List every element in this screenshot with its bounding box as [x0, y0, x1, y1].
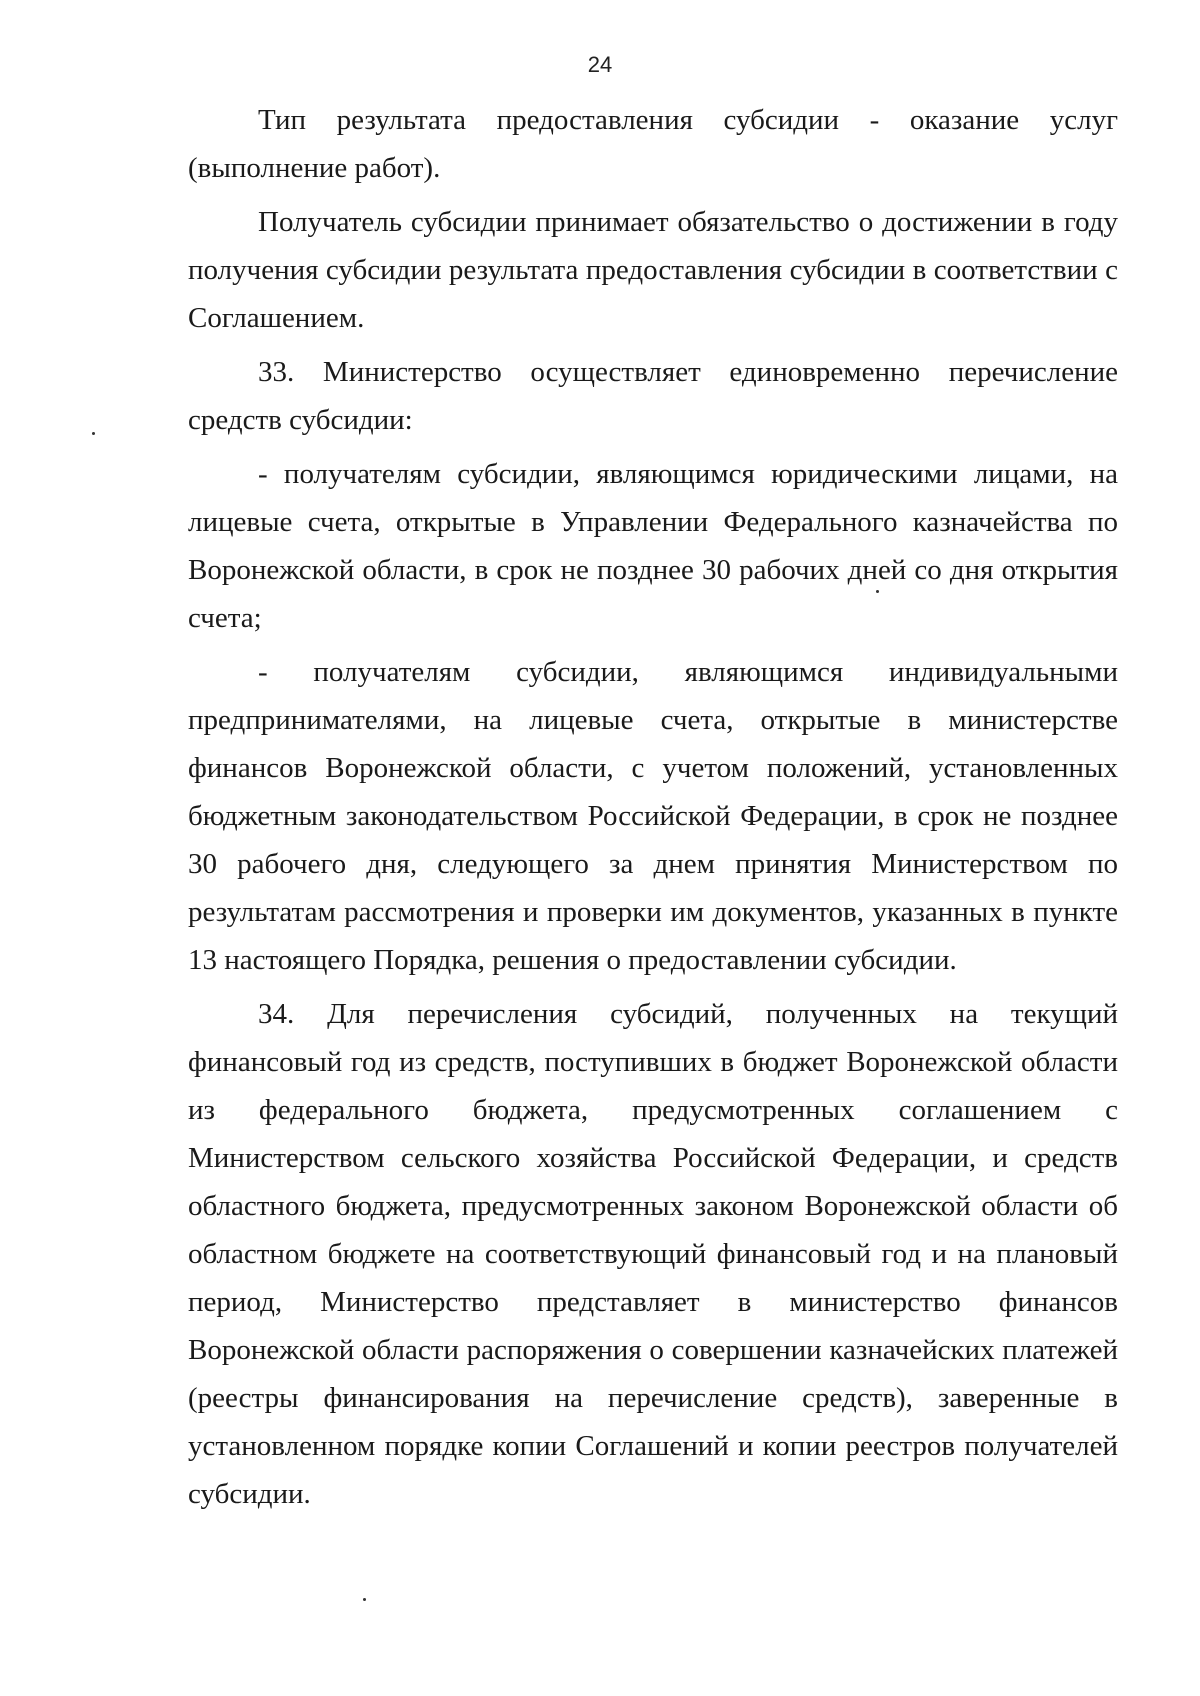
scan-speck	[92, 432, 95, 435]
paragraph-result-type: Тип результата предоставления субсидии - оказание услуг (выполнение работ).	[188, 104, 1118, 184]
scan-speck	[876, 590, 879, 593]
paragraph-legal-entities: - получателям субсидии, являющимся юридическими лицами, на лицевые счета, открытые в Управлении Федерального казначейства по Воронежской области, в срок не позднее 30 рабочих дней со дня открытия счета;	[188, 458, 1118, 634]
paragraph-recipient-obligation: Получатель субсидии принимает обязательство о достижении в году получения субсидии результата предоставления субсидии в соответствии с Соглашением.	[188, 206, 1118, 334]
document-body	[188, 96, 1118, 1524]
paragraph-34: 34. Для перечисления субсидий, полученных на текущий финансовый год из средств, поступивших в бюджет Воронежской области из федерального бюджета, предусмотренных соглашением с Министерством сельского хозяйства Российской Федерации, и средств областного бюджета, предусмотренных законом Воронежской области об областном бюджете на соответствующий финансовый год и на плановый период, Министерство представляет в министерство финансов Воронежской области распоряжения о совершении казначейских платежей (реестры финансирования на перечисление средств), заверенные в установленном порядке копии Соглашений и копии реестров получателей субсидии.	[188, 998, 1118, 1510]
page-number: 24	[587, 52, 613, 77]
paragraph-33: 33. Министерство осуществляет единовременно перечисление средств субсидии:	[188, 356, 1118, 436]
scan-speck	[363, 1598, 366, 1601]
paragraph-individual-entrepreneurs: - получателям субсидии, являющимся индивидуальными предпринимателями, на лицевые счета, открытые в министерстве финансов Воронежской области, с учетом положений, установленных бюджетным законодательством Российской Федерации, в срок не позднее 30 рабочего дня, следующего за днем принятия Министерством по результатам рассмотрения и проверки им документов, указанных в пункте 13 настоящего Порядка, решения о предоставлении субсидии.	[188, 656, 1118, 976]
